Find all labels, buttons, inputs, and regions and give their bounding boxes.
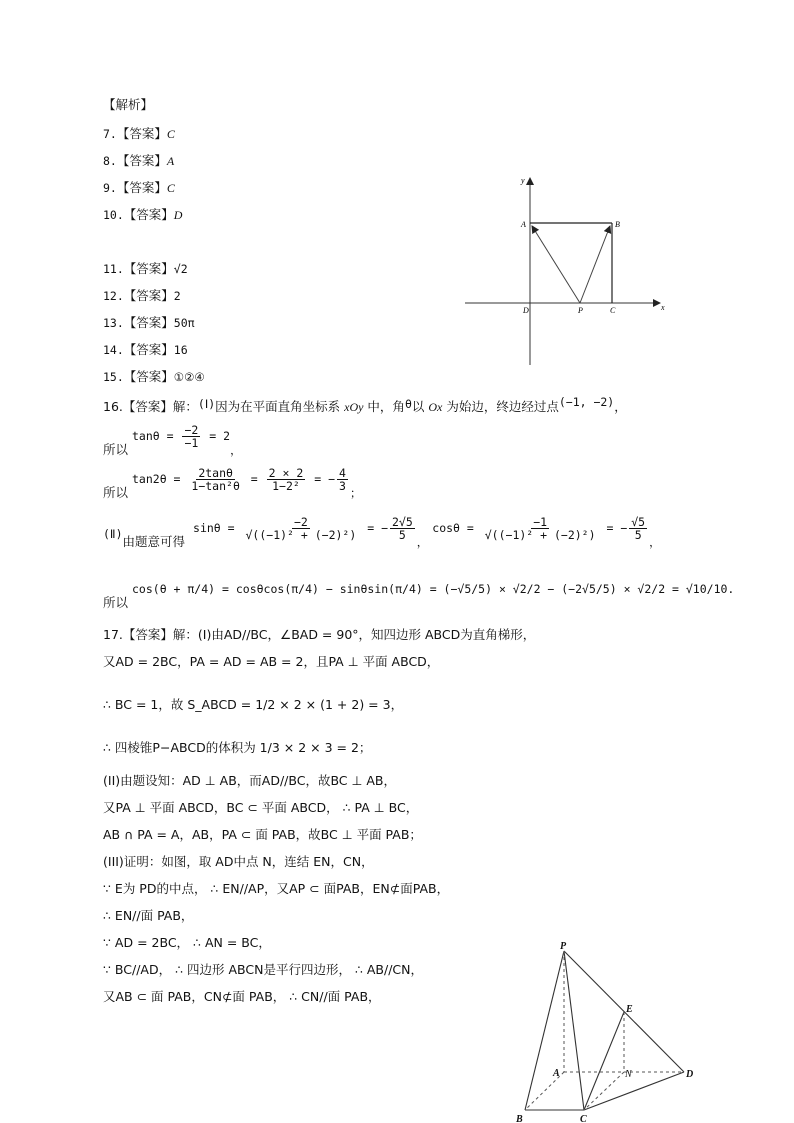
answer-tag: 【答案】 — [123, 369, 174, 384]
text: 由题意可得 — [122, 534, 186, 550]
answer-row — [103, 205, 182, 223]
answer-tag: 【答案】 — [123, 261, 174, 276]
numerator: 2tanθ — [198, 466, 233, 480]
tan-rhs: = 2 — [209, 429, 231, 444]
denominator: 1−tan²θ — [191, 479, 240, 494]
fraction — [337, 467, 348, 492]
answer-value: √2 — [173, 262, 188, 276]
answer-tag: 【答案】 — [116, 153, 167, 168]
suoyi-label: 所以 — [103, 595, 129, 610]
segment-CN — [584, 1072, 624, 1110]
answer-value: 2 — [173, 289, 181, 303]
tan-expression — [132, 424, 230, 449]
q17-line: AB ∩ PA = A，AB，PA ⊂ 面 PAB，故BC ⊥ 平面 PAB； — [103, 827, 422, 842]
label-C: C — [610, 306, 616, 315]
label-D: D — [686, 1069, 694, 1080]
text: 为始边，终边经过点 — [442, 399, 559, 414]
question-number: 11. — [103, 262, 124, 276]
denominator: 1−2² — [272, 479, 300, 494]
q17-line: ∴ BC = 1，故 S_ABCD = 1/2 × 2 × (1 + 2) = 3， — [103, 697, 404, 712]
answer-tag: 【答案】 — [123, 288, 174, 303]
q17-line: ∴ EN//面 PAB， — [103, 908, 194, 923]
denominator: √((−1)² + (−2)²) — [484, 528, 596, 543]
q16-line1 — [103, 397, 627, 415]
answer-tag: 【答案】 — [116, 126, 167, 141]
question-number: 8. — [103, 154, 117, 168]
label-E: E — [626, 1004, 633, 1015]
sin-expression — [193, 516, 417, 541]
question-number: 15. — [103, 370, 124, 384]
answer-value: A — [166, 154, 175, 168]
answer-row — [103, 124, 175, 142]
cos-sum-expression: cos(θ + π/4) = cosθcos(π/4) − sinθsin(π/4) = (−√5/5) × √2/2 − (−2√5/5) × √2/2 = √10/10. — [132, 582, 735, 596]
numerator: 4 — [339, 466, 346, 480]
question-number: 9. — [103, 181, 117, 195]
text: ， — [614, 399, 627, 414]
label-P: P — [578, 306, 583, 315]
numerator: √5 — [631, 515, 646, 529]
question-number: 13. — [103, 316, 124, 330]
answer-tag: 【答案】 — [123, 207, 174, 222]
numerator: −2 — [184, 423, 199, 437]
pyramid-figure — [500, 938, 705, 1123]
label-C: C — [580, 1114, 587, 1123]
denominator: −1 — [184, 436, 199, 451]
cos-expression — [432, 516, 649, 541]
q17-line: 又PA ⊥ 平面 ABCD，BC ⊂ 平面 ABCD， ∴ PA ⊥ BC， — [103, 800, 419, 815]
text: 以 — [411, 399, 429, 414]
equals: = − — [314, 472, 335, 487]
answer-tag: 【答案】 — [123, 342, 174, 357]
label-D: D — [523, 306, 529, 315]
answer-value: 50π — [173, 316, 195, 330]
label-B: B — [516, 1114, 523, 1123]
edge-PC — [564, 951, 584, 1110]
answer-row — [103, 259, 188, 277]
suoyi-label: 所以 — [103, 442, 129, 458]
q17-line: (II)由题设知：AD ⊥ AB，而AD//BC，故BC ⊥ AB， — [103, 773, 396, 788]
label-x: x — [661, 303, 665, 312]
q17-line: 17.【答案】解：(I)由AD//BC，∠BAD = 90°，知四边形 ABCD为直角梯形， — [103, 627, 536, 642]
q17-line: 又AB ⊂ 面 PAB，CN⊄面 PAB， ∴ CN//面 PAB， — [103, 989, 381, 1004]
part-label: (Ⅱ) — [103, 527, 123, 542]
answer-value: C — [166, 127, 175, 141]
denominator: 5 — [634, 528, 642, 543]
fraction — [267, 467, 306, 492]
suoyi-label: 所以 — [103, 485, 129, 501]
numerator: −1 — [533, 515, 548, 529]
fraction — [629, 516, 647, 541]
question-number: 7. — [103, 127, 117, 141]
tan-lhs: tanθ = — [132, 429, 174, 444]
section-heading: 【解析】 — [103, 97, 154, 112]
cos-lhs: cosθ = — [432, 521, 474, 536]
equals: = − — [367, 521, 388, 536]
fraction — [189, 467, 241, 492]
answer-value: 16 — [173, 343, 188, 357]
text: 因为在平面直角坐标系 — [215, 399, 345, 414]
label-A: A — [521, 220, 526, 229]
numerator: 2 × 2 — [268, 466, 304, 480]
answer-tag: 【答案】 — [116, 180, 167, 195]
question-number: 10. — [103, 208, 124, 222]
denominator: 5 — [398, 528, 406, 543]
q16-prefix: 16.【答案】解： — [103, 399, 198, 414]
denominator: 3 — [339, 479, 346, 494]
tan2-lhs: tan2θ = — [132, 472, 181, 487]
q17-line: 又AD = 2BC，PA = AD = AB = 2，且PA ⊥ 平面 ABCD， — [103, 654, 440, 669]
comma: ， — [230, 443, 242, 458]
q17-line: ∵ BC//AD， ∴ 四边形 ABCN是平行四边形， ∴ AB//CN， — [103, 962, 423, 977]
label-A: A — [553, 1068, 560, 1079]
edge-PD — [564, 951, 684, 1072]
coordinate-figure — [455, 170, 670, 370]
equals: = − — [606, 521, 628, 536]
segment-CE — [584, 1012, 624, 1110]
answer-tag: 【答案】 — [123, 315, 174, 330]
ox-axis: Ox — [428, 400, 443, 414]
answer-row — [103, 340, 188, 358]
fraction — [390, 516, 415, 541]
q17-line: (III)证明：如图，取 AD中点 N，连结 EN，CN， — [103, 854, 374, 869]
vector-PB — [580, 226, 610, 303]
fraction — [483, 516, 598, 541]
question-number: 14. — [103, 343, 124, 357]
label-B: B — [615, 220, 620, 229]
answer-row — [103, 178, 175, 196]
sin-lhs: sinθ = — [193, 521, 235, 536]
vector-PA — [532, 226, 580, 303]
q17-line: ∵ AD = 2BC， ∴ AN = BC， — [103, 935, 271, 950]
edge-CD — [584, 1072, 684, 1110]
answer-value: D — [173, 208, 183, 222]
tan2-expression: tan2θ = $\frac{2\tan\theta}{\text{1−tan²θ}}$ = $\frac{2 \times 2}{\text{1−2²}}$ = − $\frac{4}{3}$ — [132, 466, 346, 494]
point-coords: (−1, −2) — [558, 395, 615, 409]
semicolon: ； — [349, 486, 362, 501]
answer-row — [103, 286, 181, 304]
answer-row — [103, 151, 174, 169]
edge-PB — [525, 951, 564, 1110]
q16-tan-line — [103, 423, 242, 458]
comma: ， — [649, 535, 661, 550]
answer-row — [103, 367, 205, 385]
comma: ， — [416, 535, 429, 550]
answer-value: C — [166, 181, 175, 195]
part-label: (Ⅰ) — [197, 397, 216, 411]
question-number: 12. — [103, 289, 124, 303]
text: 中，角 — [363, 399, 405, 414]
fraction — [244, 516, 359, 541]
label-P: P — [560, 941, 567, 952]
theta-symbol: θ — [404, 397, 412, 411]
q16-final-line — [103, 582, 735, 610]
denominator: √((−1)² + (−2)²) — [245, 528, 357, 543]
q16-part2-line — [103, 515, 661, 550]
coord-system: xOy — [344, 400, 364, 414]
fraction — [182, 424, 200, 449]
answer-row — [103, 313, 195, 331]
q17-line: ∵ E为 PD的中点， ∴ EN//AP，又AP ⊂ 面PAB，EN⊄面PAB， — [103, 881, 450, 896]
q17-line: ∴ 四棱锥P−ABCD的体积为 1/3 × 2 × 3 = 2； — [103, 740, 372, 755]
numerator: 2√5 — [392, 515, 413, 529]
label-y: y — [521, 176, 525, 185]
answer-value: ①②④ — [173, 370, 205, 384]
numerator: −2 — [293, 515, 308, 529]
q16-tan2-line — [103, 466, 362, 501]
label-N: N — [625, 1069, 632, 1080]
